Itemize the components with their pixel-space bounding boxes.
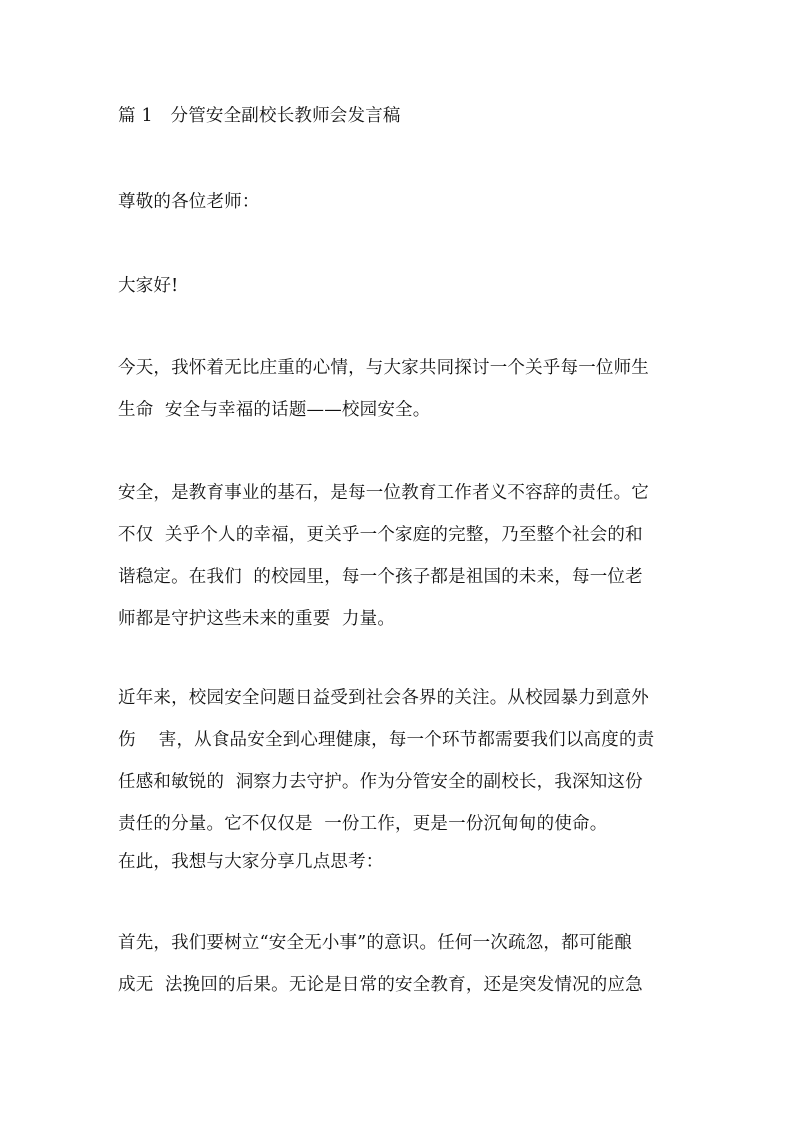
paragraph-line: 谐稳定。在我们 的校园里，每一个孩子都是祖国的未来，每一位老: [118, 567, 643, 587]
salutation: 尊敬的各位老师：: [118, 192, 260, 212]
paragraph-line: 师都是守护这些未来的重要 力量。: [118, 609, 396, 629]
paragraph-line: 生命 安全与幸福的话题——校园安全。: [118, 400, 431, 420]
paragraph-line: 不仅 关乎个人的幸福，更关乎一个家庭的完整，乃至整个社会的和: [118, 525, 643, 545]
paragraph-line: 今天，我怀着无比庄重的心情，与大家共同探讨一个关乎每一位师生: [118, 358, 649, 378]
document-title: 篇 1 分管安全副校长教师会发言稿: [118, 106, 401, 126]
paragraph-line: 任感和敏锐的 洞察力去守护。作为分管安全的副校长，我深知这份: [118, 772, 643, 792]
greeting: 大家好!: [118, 276, 179, 296]
paragraph-line: 首先，我们要树立“安全无小事”的意识。任何一次疏忽，都可能酿: [118, 933, 632, 953]
paragraph-line: 成无 法挽回的后果。无论是日常的安全教育，还是突发情况的应急: [118, 975, 643, 995]
paragraph-line: 安全，是教育事业的基石，是每一位教育工作者义不容辞的责任。它: [118, 483, 649, 503]
paragraph-line: 责任的分量。它不仅仅是 一份工作，更是一份沉甸甸的使命。: [118, 814, 608, 834]
paragraph-line: 近年来，校园安全问题日益受到社会各界的关注。从校园暴力到意外: [118, 688, 649, 708]
paragraph-line: 伤 害，从食品安全到心理健康，每一个环节都需要我们以高度的责: [118, 730, 655, 750]
paragraph-line: 在此，我想与大家分享几点思考：: [118, 852, 384, 872]
